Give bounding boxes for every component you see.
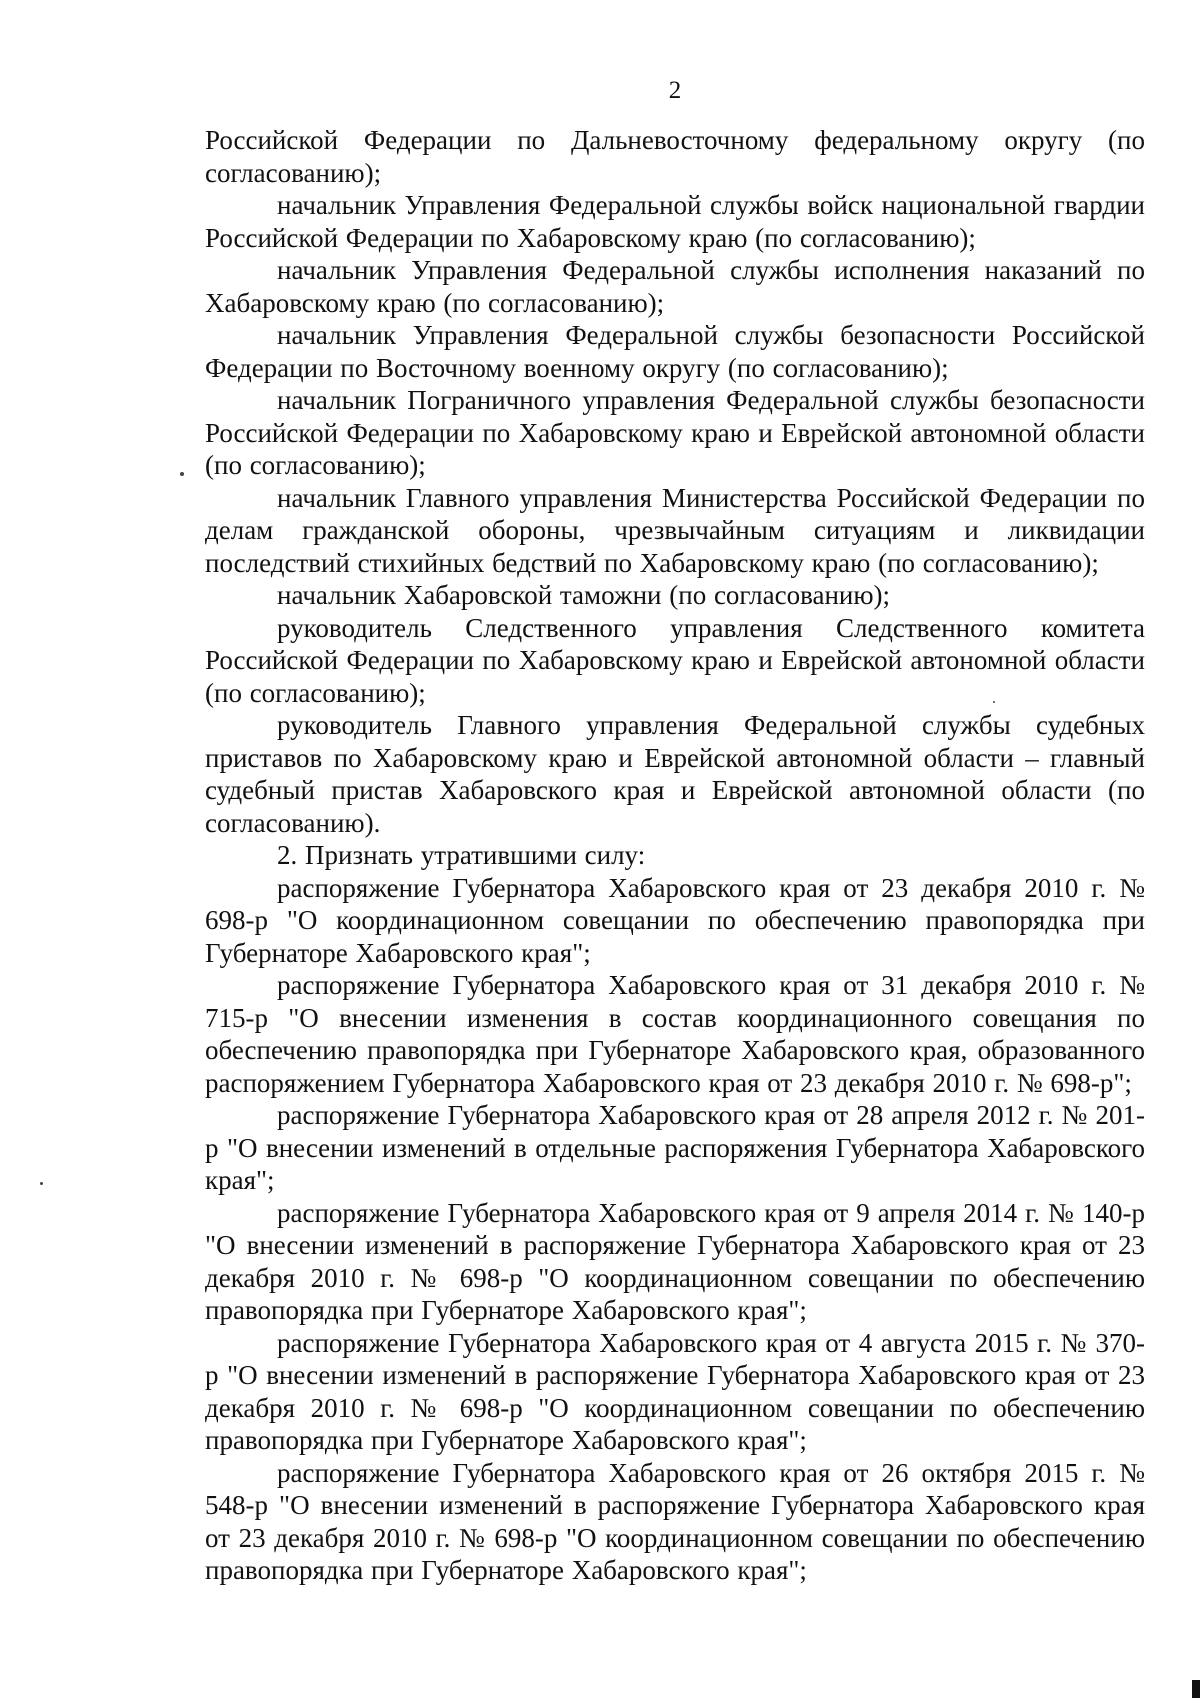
paragraph-order-698: распоряжение Губернатора Хабаровского края от 23 декабря 2010 г. № 698-р "О координационном совещании по обеспечению правопорядка при Губернаторе Хабаровского края"; bbox=[205, 872, 1145, 968]
paragraph-fsin: начальник Управления Федеральной службы исполнения наказаний по Хабаровскому краю (по согласованию); bbox=[205, 255, 1145, 318]
paragraph-continuation: Российской Федерации по Дальневосточному федеральному округу (по согласованию); bbox=[205, 125, 1145, 188]
scan-speck bbox=[993, 701, 995, 703]
paragraph-order-370: распоряжение Губернатора Хабаровского края от 4 августа 2015 г. № 370-р "О внесении изменений в распоряжение Губернатора Хабаровского края от 23 декабря 2010 г. № 698-р "О координационном совещании по обеспечению правопорядка при Губернаторе Хабаровского края"; bbox=[205, 1327, 1145, 1455]
scan-speck bbox=[40, 1182, 43, 1185]
paragraph-order-201: распоряжение Губернатора Хабаровского края от 28 апреля 2012 г. № 201-р "О внесении изменений в отдельные распоряжения Губернатора Хабаровского края"; bbox=[205, 1100, 1145, 1195]
paragraph-fsb-military: начальник Управления Федеральной службы безопасности Российской Федерации по Восточному военному округу (по согласованию); bbox=[205, 320, 1145, 383]
paragraph-section-2-heading: 2. Признать утратившими силу: bbox=[277, 840, 646, 870]
paragraph-bailiffs: руководитель Главного управления Федеральной службы судебных приставов по Хабаровскому краю и Еврейской автономной области – главный судебный пристав Хабаровского края и Еврейской автономной области (по согласованию). bbox=[205, 710, 1145, 838]
paragraph-border-service: начальник Пограничного управления Федеральной службы безопасности Российской Федерации по Хабаровскому краю и Еврейской автономной области (по согласованию); bbox=[205, 385, 1145, 480]
paragraph-order-715: распоряжение Губернатора Хабаровского края от 31 декабря 2010 г. № 715-р "О внесении изменения в состав координационного совещания по обеспечению правопорядка при Губернаторе Хабаровского края, образованного распоряжением Губернатора Хабаровского края от 23 декабря 2010 г. № 698-р"; bbox=[205, 970, 1145, 1098]
paragraph-order-140: распоряжение Губернатора Хабаровского края от 9 апреля 2014 г. № 140-р "О внесении изменений в распоряжение Губернатора Хабаровского края от 23 декабря 2010 г. № 698-р "О координационном совещании по обеспечению правопорядка при Губернаторе Хабаровского края"; bbox=[205, 1197, 1145, 1325]
page-number: 2 bbox=[668, 77, 682, 104]
document-body bbox=[205, 124, 1145, 1587]
paragraph-order-548: распоряжение Губернатора Хабаровского края от 26 октября 2015 г. № 548-р "О внесении изменений в распоряжение Губернатора Хабаровского края от 23 декабря 2010 г. № 698-р "О координационном совещании по обеспечению правопорядка при Губернаторе Хабаровского края"; bbox=[205, 1457, 1145, 1585]
paragraph-customs: начальник Хабаровской таможни (по согласованию); bbox=[277, 580, 891, 610]
paragraph-rosgvardia: начальник Управления Федеральной службы войск национальной гвардии Российской Федерации по Хабаровскому краю (по согласованию); bbox=[205, 190, 1145, 253]
paragraph-emergency-ministry: начальник Главного управления Министерства Российской Федерации по делам гражданской обороны, чрезвычайным ситуациям и ликвидации последствий стихийных бедствий по Хабаровскому краю (по согласованию); bbox=[205, 482, 1145, 578]
paragraph-investigative-committee: руководитель Следственного управления Следственного комитета Российской Федерации по Хабаровскому краю и Еврейской автономной области (по согласованию); bbox=[205, 612, 1145, 708]
scan-speck bbox=[180, 472, 184, 476]
scan-edge-mark bbox=[1192, 1680, 1200, 1698]
